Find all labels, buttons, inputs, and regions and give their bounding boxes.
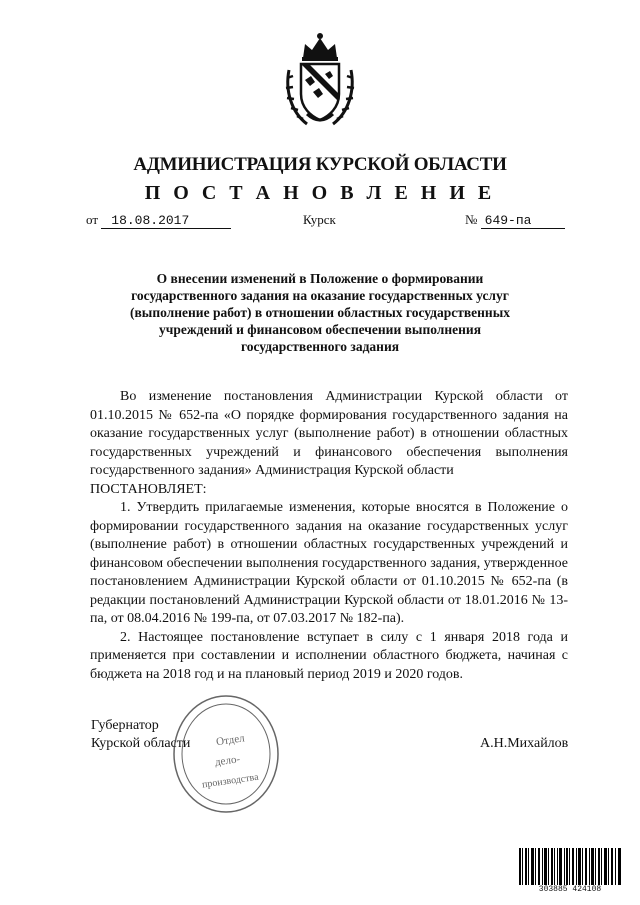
- resolve-heading: ПОСТАНОВЛЯЕТ:: [90, 481, 207, 497]
- position-line-2: Курской области: [91, 736, 191, 751]
- document-title: О внесении изменений в Положение о формировании государственного задания на оказание государственных услуг (выполнение работ) в отношении областных государственных учреждений и финансовом обеспечении выполнения государственного задания: [130, 271, 510, 354]
- item-2-paragraph: 2. Настоящее постановление вступает в силу с 1 января 2018 года и применяется при составлении и исполнении областного бюджета, начиная с бюджета на 2018 год и на плановый период 2019 и 2020 годов.: [90, 629, 568, 682]
- intro-paragraph: Во изменение постановления Администрации Курской области от 01.10.2015 № 652-па «О порядке формирования государственного задания на оказание государственных услуг (выполнение работ) в отношении областных государственных учреждений и финансового обеспечения выполнения государственного задания» Администрация Курской области: [90, 389, 568, 478]
- barcode-bars: [519, 848, 621, 886]
- barcode: [519, 848, 621, 894]
- official-stamp: [170, 692, 282, 816]
- document-body: [90, 388, 568, 684]
- organization-name: АДМИНИСТРАЦИЯ КУРСКОЙ ОБЛАСТИ: [133, 154, 507, 175]
- position-line-1: Губернатор: [91, 718, 159, 733]
- date-line: [86, 212, 231, 229]
- stamp-line-2: дело-: [214, 753, 241, 769]
- stamp-line-3: производства: [201, 771, 260, 791]
- date-prefix: от: [86, 212, 99, 227]
- document-type: П О С Т А Н О В Л Е Н И Е: [144, 182, 496, 204]
- document-city: Курск: [303, 212, 336, 227]
- coat-of-arms-emblem: [281, 30, 359, 130]
- signatory-name: А.Н.Михайлов: [480, 736, 569, 751]
- document-number: 649-па: [481, 213, 565, 229]
- barcode-number: 303885 424108: [519, 885, 621, 894]
- number-prefix: №: [465, 212, 478, 227]
- document-date: 18.08.2017: [101, 213, 231, 229]
- stamp-line-1: Отдел: [215, 732, 246, 749]
- item-1-paragraph: 1. Утвердить прилагаемые изменения, которые вносятся в Положение о формировании государственного задания на оказание государственных услуг (выполнение работ) в отношении областных государственных учреждений и финансовом обеспечении выполнения государственного задания, утвержденное постановлением Администрации Курской области от 01.10.2015 № 652-па (в редакции постановлений Администрации Курской области от 18.01.2016 № 13-па, от 08.04.2016 № 199-па, от 07.03.2017 № 182-па).: [90, 500, 568, 626]
- number-line: [465, 212, 565, 229]
